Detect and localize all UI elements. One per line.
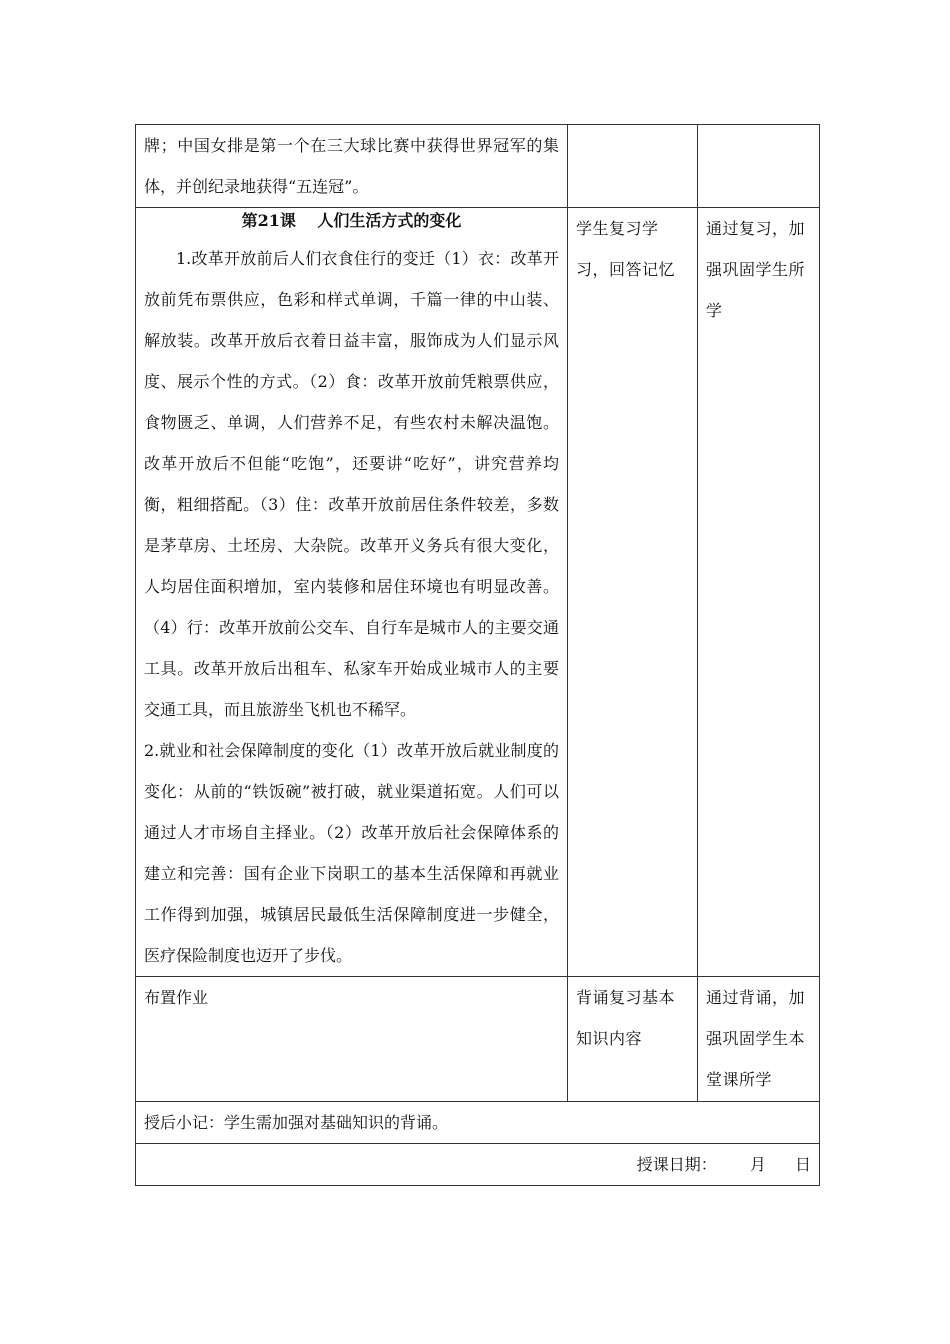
content-cell (136, 125, 568, 208)
student-activity-cell (568, 977, 698, 1102)
lesson-paragraph-1: 1.改革开放前后人们衣食住行的变迁（1）衣：改革开放前凭布票供应，色彩和样式单调，千篇一律的中山装、解放装。改革开放后衣着日益丰富，服饰成为人们显示风度、展示个性的方式。（2）食：改革开放前凭粮票供应，食物匮乏、单调，人们营养不足，有些农村未解决温饱。改革开放后不但能“吃饱”，还要讲“吃好”，讲究营养均衡，粗细搭配。（3）住：改革开放前居住条件较差，多数是茅草房、土坯房、大杂院。改革开义务兵有很大变化，人均居住面积增加，室内装修和居住环境也有明显改善。（4）行：改革开放前公交车、自行车是城市人的主要交通工具。改革开放后出租车、私家车开始成业城市人的主要交通工具，而且旅游坐飞机也不稀罕。 (144, 249, 559, 719)
homework-label: 布置作业 (144, 988, 209, 1007)
lesson-plan-table (135, 124, 820, 1186)
date-label: 授课日期： (636, 1155, 717, 1174)
homework-purpose-text: 通过背诵，加强巩固学生本堂课所学 (706, 988, 806, 1089)
table-row (136, 977, 820, 1102)
content-cell (136, 977, 568, 1102)
purpose-cell (698, 208, 820, 977)
homework-student-text: 背诵复习基本知识内容 (576, 988, 676, 1048)
prev-content-text: 牌；中国女排是第一个在三大球比赛中获得世界冠军的集体，并创纪录地获得“五连冠”。 (144, 136, 559, 196)
lesson-title: 第21课 人们生活方式的变化 (241, 211, 462, 230)
lesson-date-cell (136, 1144, 820, 1186)
purpose-cell (698, 125, 820, 208)
purpose-cell (698, 977, 820, 1102)
post-lesson-note: 授后小记：学生需加强对基础知识的背诵。 (144, 1113, 449, 1132)
table-row (136, 1102, 820, 1144)
student-activity-cell (568, 208, 698, 977)
post-lesson-note-cell (136, 1102, 820, 1144)
lesson-paragraph-2: 2.就业和社会保障制度的变化（1）改革开放后就业制度的变化：从前的“铁饭碗”被打破，就业渠道拓宽。人们可以通过人才市场自主择业。（2）改革开放后社会保障体系的建立和完善：国有企业下岗职工的基本生活保障和再就业工作得到加强，城镇居民最低生活保障制度进一步健全，医疗保险制度也迈开了步伐。 (144, 741, 559, 965)
student-activity-cell (568, 125, 698, 208)
table-row (136, 208, 820, 977)
content-cell (136, 208, 568, 977)
date-day: 日 (794, 1155, 811, 1174)
main-student-text: 学生复习学习，回答记忆 (576, 219, 676, 279)
table-row (136, 1144, 820, 1186)
main-purpose-text: 通过复习，加强巩固学生所学 (706, 219, 806, 320)
table-row (136, 125, 820, 208)
date-month: 月 (749, 1155, 766, 1174)
